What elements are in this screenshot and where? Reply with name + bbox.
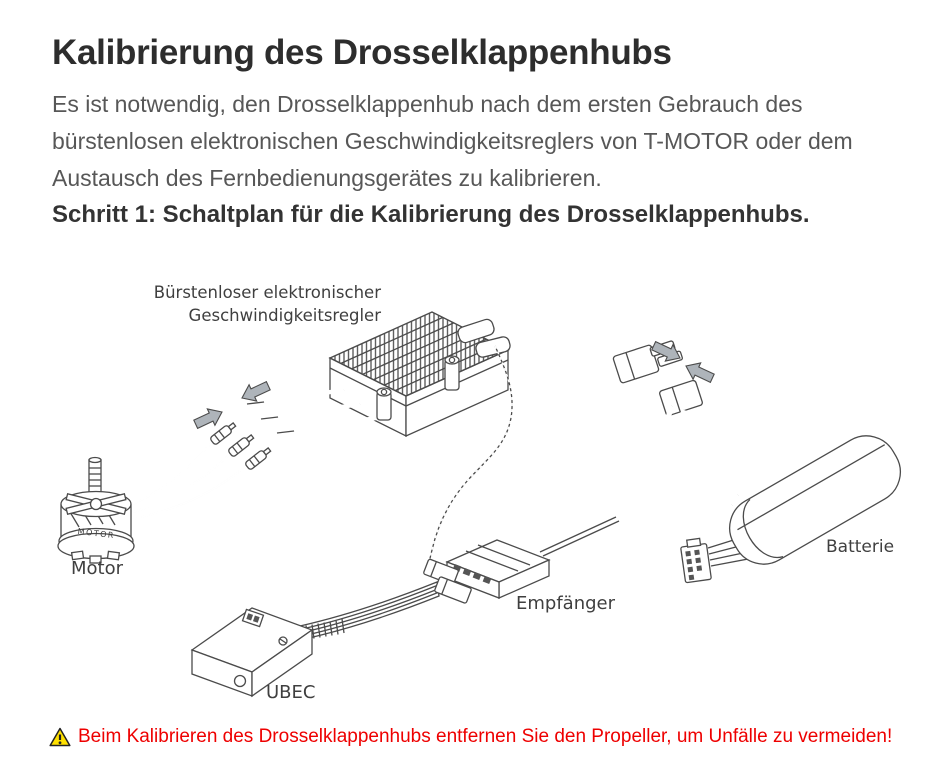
page-title: Kalibrierung des Drosselklappenhubs [52, 33, 672, 72]
bullet-connector [210, 421, 238, 445]
ubec-label: UBEC [266, 682, 316, 703]
motor-drawing [58, 458, 134, 564]
intro-paragraph: Es ist notwendig, den Drosselklappenhub nach dem ersten Gebrauch des bürstenlosen elektronischen Geschwindigkeitsreglers von T-MOTOR oder dem Austausch des Fernbedienungsgerätes zu kalibrieren. [52, 91, 853, 191]
esc-label-line1: Bürstenloser elektronischer [153, 283, 381, 302]
warning-text: Beim Kalibrieren des Drosselklappenhubs entfernen Sie den Propeller, um Unfälle zu vermeiden! [78, 726, 893, 747]
esc-battery-connector-male [613, 336, 684, 383]
esc-mount-lug [377, 388, 391, 420]
motor-label: Motor [71, 558, 124, 579]
esc-mount-lug [445, 356, 459, 390]
step-heading: Schritt 1: Schaltplan für die Kalibrierung des Drosselklappenhubs. [52, 201, 810, 228]
ubec-ribbon-cable [300, 582, 439, 640]
warning-triangle-icon [49, 727, 71, 747]
motor-housing-text: MOTOR [77, 526, 116, 541]
battery-balance-connector [680, 538, 712, 583]
battery-label: Batterie [826, 537, 895, 557]
esc-label-line2: Geschwindigkeitsregler [188, 306, 381, 325]
receiver-label: Empfänger [516, 593, 616, 614]
bullet-connector [228, 433, 256, 457]
warning-bar [49, 726, 892, 748]
motor-phase-wires [124, 421, 272, 520]
battery-power-wires [665, 406, 738, 510]
bullet-connector [245, 446, 273, 470]
receiver-drawing [423, 517, 619, 604]
